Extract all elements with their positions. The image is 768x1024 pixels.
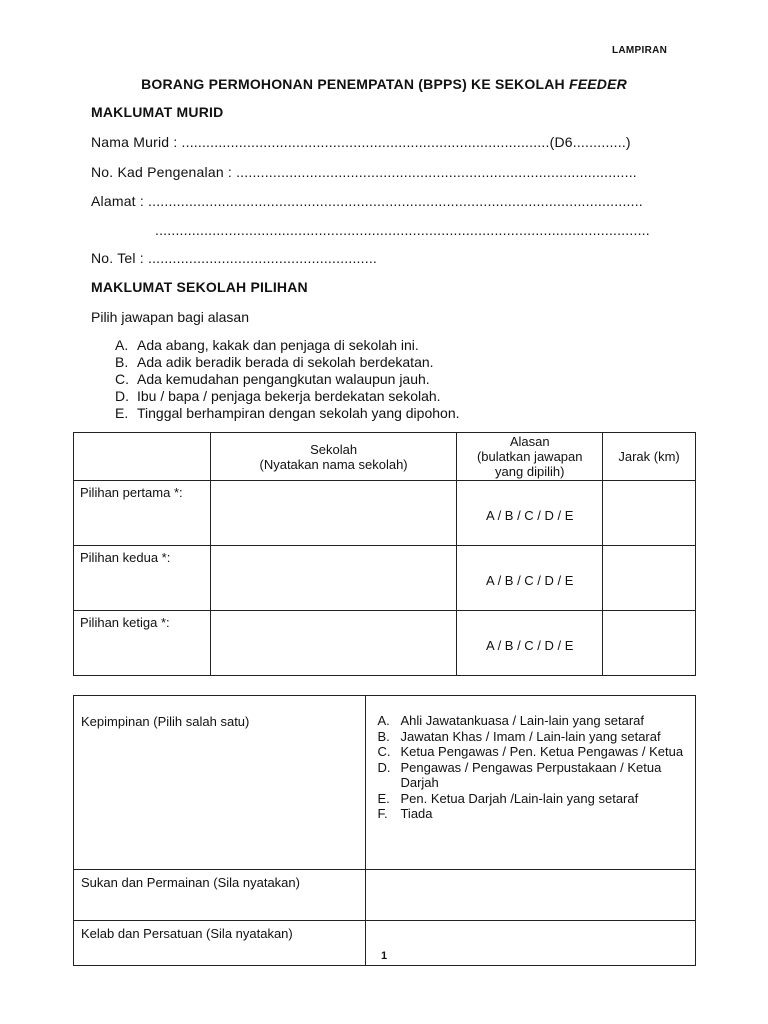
appendix-label: LAMPIRAN: [612, 45, 668, 56]
leadership-options-cell[interactable]: [366, 696, 696, 870]
school-choice-table: [73, 432, 696, 676]
phone-field[interactable]: No. Tel : ........................................................: [91, 250, 378, 266]
reason-item: E. Tinggal berhampiran dengan sekolah yang dipohon.: [115, 405, 460, 421]
sports-label: Sukan dan Permainan (Sila nyatakan): [74, 870, 366, 921]
form-title-main: BORANG PERMOHONAN PENEMPATAN (BPPS) KE SEKOLAH: [141, 76, 569, 92]
table-row: [74, 611, 696, 676]
school-section-heading: MAKLUMAT SEKOLAH PILIHAN: [91, 279, 308, 295]
table-row: [74, 696, 696, 870]
reason-options[interactable]: A / B / C / D / E: [457, 546, 603, 611]
table-row: [74, 546, 696, 611]
distance-input[interactable]: [603, 611, 696, 676]
list-item[interactable]: A. Ahli Jawatankuasa / Lain-lain yang setaraf: [377, 713, 645, 728]
list-item[interactable]: D. Pengawas / Pengawas Perpustakaan / Ketua Darjah: [377, 759, 662, 790]
reason-list: [115, 337, 460, 422]
address-field-line1[interactable]: Alamat : .........................................................................................................................: [91, 193, 643, 209]
list-item[interactable]: B. Jawatan Khas / Imam / Lain-lain yang setaraf: [377, 728, 661, 744]
table-row: [74, 481, 696, 546]
list-item[interactable]: F. Tiada: [377, 806, 433, 821]
list-item[interactable]: C. Ketua Pengawas / Pen. Ketua Pengawas / Ketua: [377, 744, 684, 759]
student-name-field[interactable]: Nama Murid : ..........................................................................................(D6.............): [91, 134, 631, 150]
header-distance: Jarak (km): [603, 433, 696, 481]
school-name-input[interactable]: [210, 611, 457, 676]
address-field-line2[interactable]: .........................................................................................................................: [155, 222, 650, 238]
reason-options[interactable]: A / B / C / D / E: [457, 611, 603, 676]
reason-item: C. Ada kemudahan pengangkutan walaupun jauh.: [115, 371, 430, 387]
form-title: [0, 76, 768, 92]
header-reason: Alasan (bulatkan jawapan yang dipilih): [457, 433, 603, 481]
header-school: Sekolah (Nyatakan nama sekolah): [210, 433, 457, 481]
distance-input[interactable]: [603, 481, 696, 546]
clubs-label: Kelab dan Persatuan (Sila nyatakan): [74, 921, 366, 966]
table-row: [74, 870, 696, 921]
reason-item: A. Ada abang, kakak dan penjaga di sekolah ini.: [115, 337, 419, 353]
reason-instruction: Pilih jawapan bagi alasan: [91, 309, 249, 325]
table-header-row: [74, 433, 696, 481]
page-number: 1: [380, 950, 388, 962]
student-section-heading: MAKLUMAT MURID: [91, 104, 224, 120]
distance-input[interactable]: [603, 546, 696, 611]
school-name-input[interactable]: [210, 481, 457, 546]
choice-label: Pilihan kedua *:: [74, 546, 211, 611]
leadership-options-list: [366, 696, 695, 830]
form-title-italic: FEEDER: [568, 76, 627, 92]
activities-table: [73, 695, 696, 966]
reason-options[interactable]: A / B / C / D / E: [457, 481, 603, 546]
list-item[interactable]: E. Pen. Ketua Darjah /Lain-lain yang setaraf: [377, 790, 639, 806]
reason-item: D. Ibu / bapa / penjaga bekerja berdekatan sekolah.: [115, 388, 441, 404]
ic-number-field[interactable]: No. Kad Pengenalan : ..................................................................................................: [91, 164, 637, 180]
header-empty-cell: [74, 433, 211, 481]
school-name-input[interactable]: [210, 546, 457, 611]
reason-item: B. Ada adik beradik berada di sekolah berdekatan.: [115, 354, 434, 370]
choice-label: Pilihan ketiga *:: [74, 611, 211, 676]
sports-input[interactable]: [366, 870, 696, 921]
choice-label: Pilihan pertama *:: [74, 481, 211, 546]
leadership-label: Kepimpinan (Pilih salah satu): [74, 696, 366, 870]
